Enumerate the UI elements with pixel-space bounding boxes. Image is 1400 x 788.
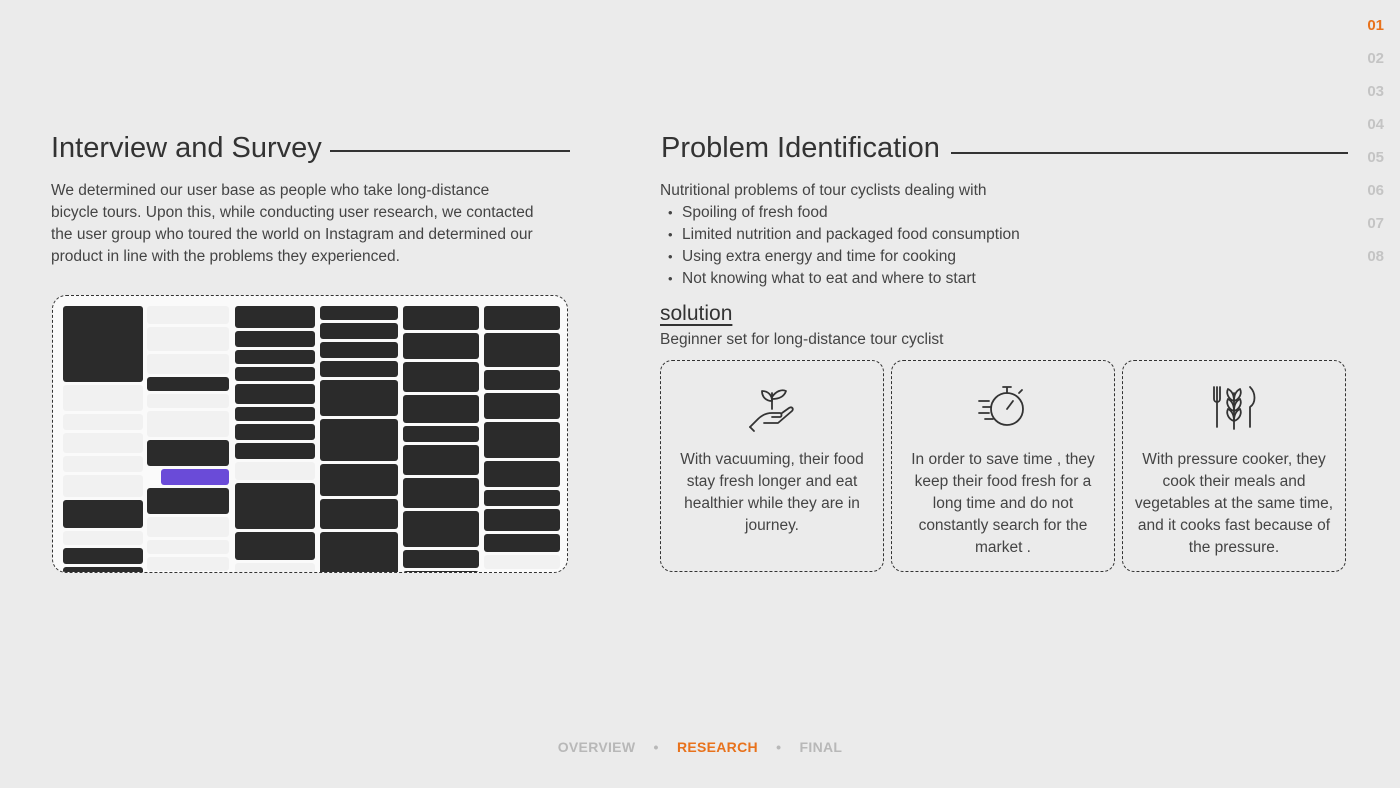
solution-card-text [1131,449,1337,559]
card-text-line: and it cooks fast because of [1137,517,1331,534]
page-nav-06[interactable]: 06 [1367,182,1384,199]
problem-bullet: • Not knowing what to eat and where to start [660,268,1020,290]
nav-final[interactable]: FINAL [799,739,843,755]
interview-title: Interview and Survey [51,132,322,164]
solution-card-pressure-cooker [1122,360,1346,572]
nav-research[interactable]: RESEARCH [676,739,758,755]
problem-intro: Nutritional problems of tour cyclists dealing with [660,182,987,199]
page-nav [1367,14,1384,278]
page-nav-01[interactable]: 01 [1367,17,1384,34]
problem-bullet: • Spoiling of fresh food [660,202,1020,224]
card-text-line: With vacuuming, their food [680,451,864,468]
card-text-line: the pressure. [1188,539,1280,556]
card-text-line: keep their food fresh for a [914,473,1092,490]
problem-title: Problem Identification [661,132,940,164]
card-text-line: long time and do not [932,495,1074,512]
stopwatch-icon [975,379,1031,435]
card-text-line: stay fresh longer and eat [686,473,858,490]
interview-body [51,180,533,268]
card-text-line: journey. [745,517,799,534]
nav-separator: • [653,739,659,755]
solution-card-vacuum [660,360,884,572]
page-nav-07[interactable]: 07 [1367,215,1384,232]
problem-bullet-list [660,202,1020,290]
interview-body-line: product in line with the problems they experienced. [51,248,400,265]
card-text-line: healthier while they are in [684,495,860,512]
problem-title-rule [951,152,1348,154]
page-nav-08[interactable]: 08 [1367,248,1384,265]
nav-overview[interactable]: OVERVIEW [557,739,636,755]
solution-subtitle: Beginner set for long-distance tour cyclist [660,331,944,348]
problem-bullet: • Limited nutrition and packaged food consumption [660,224,1020,246]
problem-bullet: • Using extra energy and time for cooking [660,246,1020,268]
page-nav-04[interactable]: 04 [1367,116,1384,133]
card-text-line: cook their meals and [1162,473,1306,490]
interview-body-line: bicycle tours. Upon this, while conducting user research, we contacted [51,204,534,221]
card-text-line: With pressure cooker, they [1142,451,1326,468]
interview-title-rule [330,150,570,152]
nav-separator: • [776,739,782,755]
solution-card-text [669,449,875,537]
card-text-line: In order to save time , they [911,451,1095,468]
card-text-line: vegetables at the same time, [1134,495,1334,512]
interview-body-line: We determined our user base as people who take long-distance [51,182,490,199]
page-nav-02[interactable]: 02 [1367,50,1384,67]
card-text-line: market . [975,539,1031,556]
fork-wheat-knife-icon [1206,379,1262,435]
solution-card-text [900,449,1106,559]
solution-title: solution [660,302,733,325]
page-nav-03[interactable]: 03 [1367,83,1384,100]
card-text-line: constantly search for the [918,517,1088,534]
page-nav-05[interactable]: 05 [1367,149,1384,166]
hand-plant-icon [744,379,800,435]
bottom-nav [0,739,1400,755]
interview-body-line: the user group who toured the world on Instagram and determined our [51,226,533,243]
interview-chat-collage-image [52,295,568,573]
solution-card-save-time [891,360,1115,572]
